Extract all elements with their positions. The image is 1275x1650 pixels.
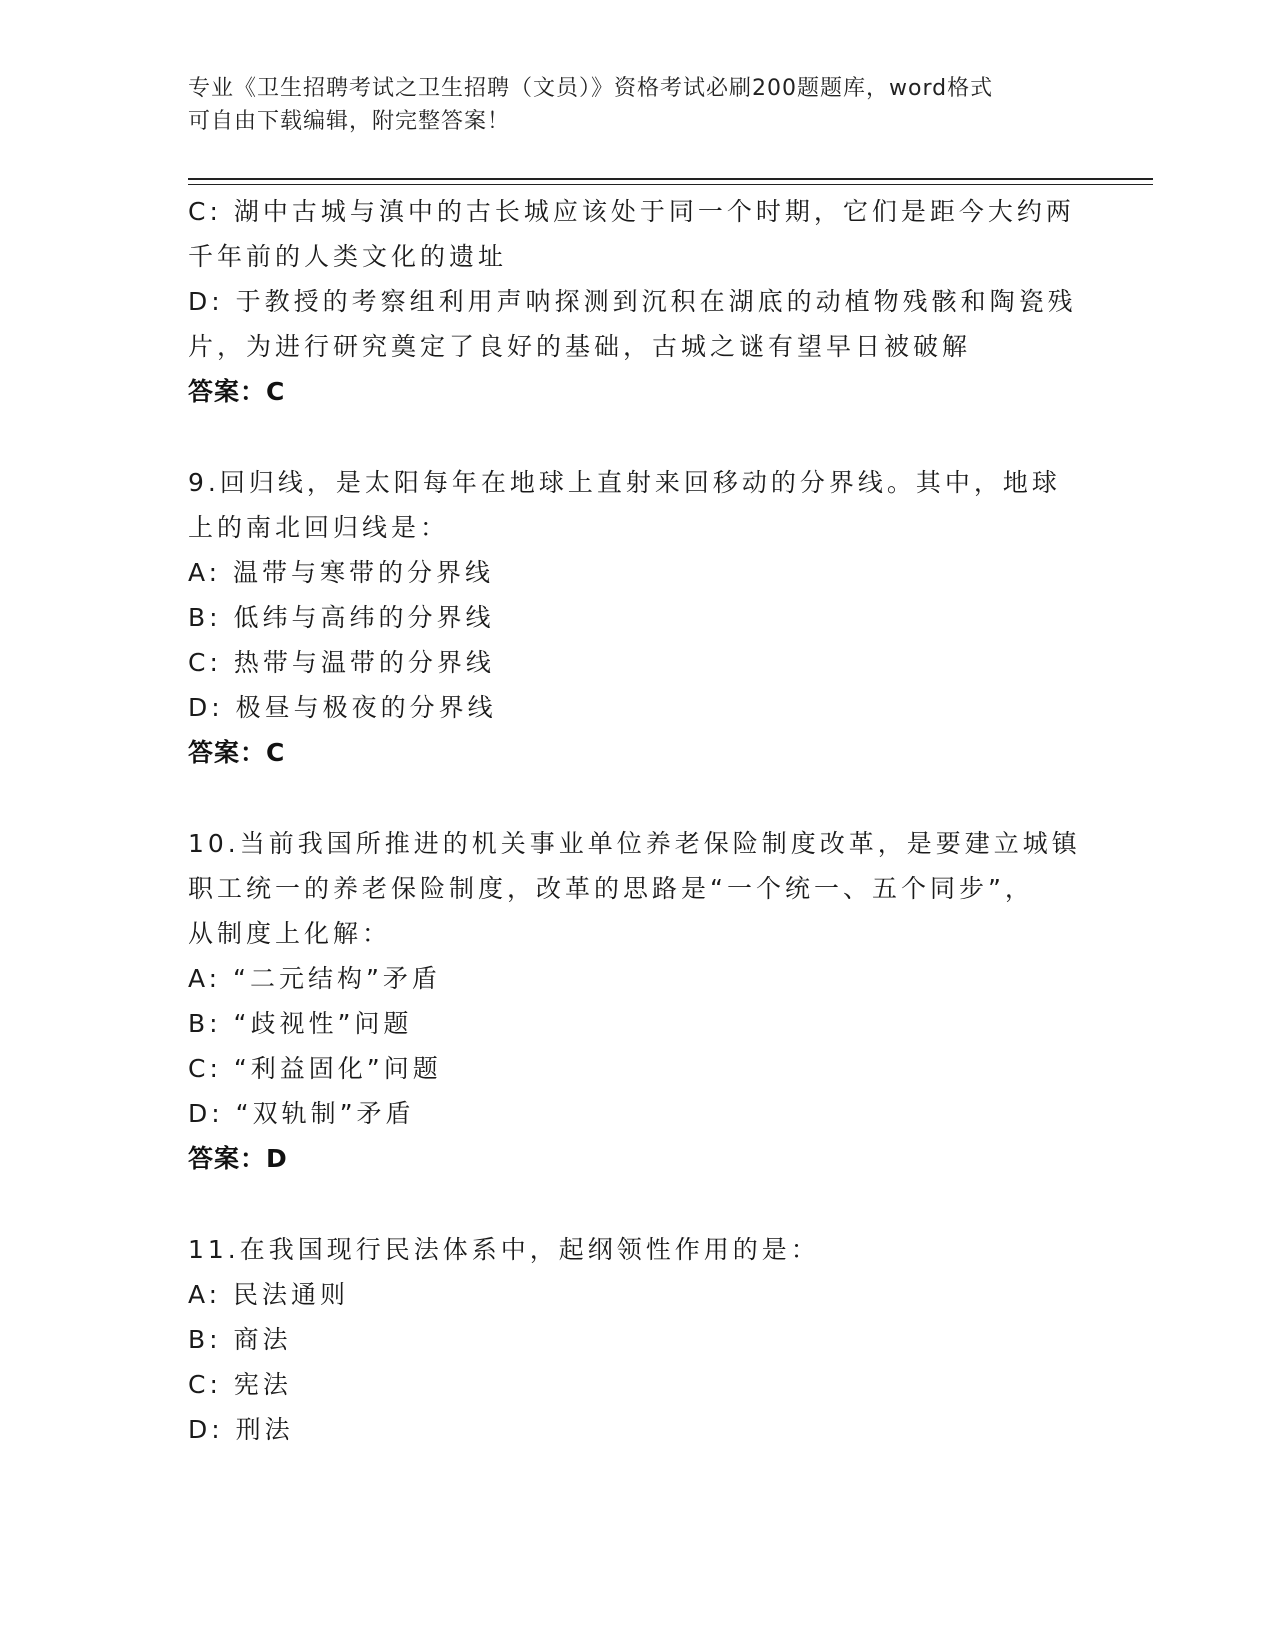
question-9 (188, 460, 1088, 775)
option-c: C: “利益固化”问题 (188, 1054, 442, 1083)
question-stem-line-2: 上的南北回归线是： (188, 513, 450, 542)
option-c: C: 热带与温带的分界线 (188, 648, 495, 677)
spacer (188, 414, 1088, 460)
option-d: D: “双轨制”矛盾 (188, 1099, 415, 1128)
question-8 (188, 189, 1088, 414)
option-b: B: 低纬与高纬的分界线 (188, 603, 495, 632)
option-d-line-2: 片，为进行研究奠定了良好的基础，古城之谜有望早日被破解 (188, 332, 972, 361)
question-stem-line-1: 9.回归线，是太阳每年在地球上直射来回移动的分界线。其中，地球 (188, 468, 1061, 497)
question-stem-line-2: 职工统一的养老保险制度，改革的思路是“一个统一、五个同步”， (188, 874, 1034, 903)
option-a: A: 温带与寒带的分界线 (188, 558, 495, 587)
header-divider-thin (188, 184, 1153, 185)
answer: 答案：D (188, 1144, 288, 1173)
question-stem-line-1: 10.当前我国所推进的机关事业单位养老保险制度改革，是要建立城镇 (188, 829, 1081, 858)
question-stem-line-3: 从制度上化解： (188, 919, 392, 948)
option-a: A: “二元结构”矛盾 (188, 964, 441, 993)
option-c-line-2: 千年前的人类文化的遗址 (188, 242, 508, 271)
answer: 答案：C (188, 738, 286, 767)
document-body (188, 189, 1088, 1452)
question-11 (188, 1227, 1088, 1452)
question-stem-line-1: 11.在我国现行民法体系中，起纲领性作用的是： (188, 1235, 820, 1264)
option-c: C: 宪法 (188, 1370, 292, 1399)
header-line-2: 可自由下载编辑，附完整答案！ (188, 109, 511, 134)
answer: 答案：C (188, 377, 286, 406)
option-c-line-1: C: 湖中古城与滇中的古长城应该处于同一个时期，它们是距今大约两 (188, 197, 1075, 226)
option-d: D: 极昼与极夜的分界线 (188, 693, 497, 722)
question-10 (188, 821, 1088, 1181)
option-d-line-1: D: 于教授的考察组利用声呐探测到沉积在湖底的动植物残骸和陶瓷残 (188, 287, 1077, 316)
spacer (188, 775, 1088, 821)
document-header (188, 72, 1088, 138)
option-a: A: 民法通则 (188, 1280, 350, 1309)
spacer (188, 1181, 1088, 1227)
option-b: B: 商法 (188, 1325, 292, 1354)
header-divider-thick (188, 178, 1153, 180)
option-d: D: 刑法 (188, 1415, 294, 1444)
header-line-1: 专业《卫生招聘考试之卫生招聘（文员）》资格考试必刷200题题库，word格式 (188, 76, 994, 101)
option-b: B: “歧视性”问题 (188, 1009, 413, 1038)
